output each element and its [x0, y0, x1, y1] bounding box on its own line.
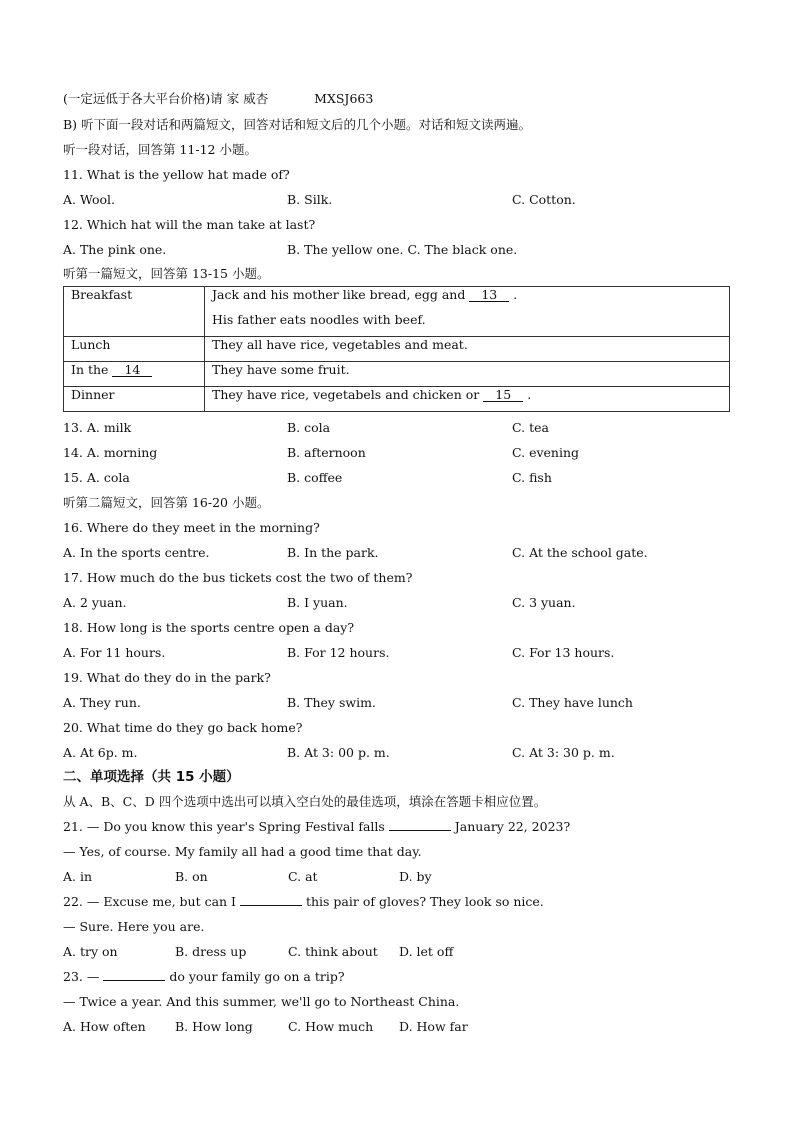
table-row-lunch: [64, 337, 730, 362]
q21-option-a: A. in: [63, 869, 93, 884]
q22-text-a: 22. — Excuse me, but can I: [63, 894, 236, 909]
dinner-end: .: [527, 387, 532, 402]
q23-option-b: B. How long: [175, 1019, 253, 1034]
breakfast-label: Breakfast: [64, 287, 205, 337]
dinner-label: Dinner: [64, 387, 205, 412]
q21-option-c: C. at: [288, 869, 318, 884]
blank-15: 15: [483, 388, 523, 402]
q11-option-b: B. Silk.: [287, 192, 333, 207]
q18-option-c: C. For 13 hours.: [512, 645, 615, 660]
q15-option-b: B. coffee: [287, 470, 343, 485]
question-19-stem: 19. What do they do in the park?: [63, 670, 271, 685]
q23-option-c: C. How much: [288, 1019, 374, 1034]
q11-option-c: C. Cotton.: [512, 192, 576, 207]
section2-instruction: 从 A、B、C、D 四个选项中选出可以填入空白处的最佳选项，填涂在答题卡相应位置。: [63, 794, 547, 809]
q16-option-c: C. At the school gate.: [512, 545, 648, 560]
dinner-cell: [205, 387, 730, 412]
q18-option-a: A. For 11 hours.: [63, 645, 166, 660]
meals-table: [63, 286, 730, 412]
breakfast-text1: Jack and his mother like bread, egg and: [212, 287, 466, 302]
question-16-stem: 16. Where do they meet in the morning?: [63, 520, 320, 535]
q14-option-a: 14. A. morning: [63, 445, 158, 460]
table-row-breakfast: [64, 287, 730, 337]
q13-option-a: 13. A. milk: [63, 420, 132, 435]
q13-option-b: B. cola: [287, 420, 331, 435]
q14-option-b: B. afternoon: [287, 445, 366, 460]
q12-option-a: A. The pink one.: [63, 242, 167, 257]
q15-option-c: C. fish: [512, 470, 552, 485]
q22-option-c: C. think about: [288, 944, 378, 959]
table-row-dinner: [64, 387, 730, 412]
header-note: (一定远低于各大平台价格)请 家 威杏: [63, 91, 269, 106]
q23-option-d: D. How far: [399, 1019, 468, 1034]
question-21-line1: [63, 819, 570, 835]
q19-option-b: B. They swim.: [287, 695, 376, 710]
lunch-label: Lunch: [64, 337, 205, 362]
q13-option-c: C. tea: [512, 420, 549, 435]
q22-option-a: A. try on: [63, 944, 118, 959]
q12-option-bc: B. The yellow one. C. The black one.: [287, 242, 518, 257]
question-23-line2: — Twice a year. And this summer, we'll go to Northeast China.: [63, 994, 460, 1009]
q21-text-a: 21. — Do you know this year's Spring Festival falls: [63, 819, 385, 834]
q23-text-b: do your family go on a trip?: [169, 969, 345, 984]
question-21-line2: — Yes, of course. My family all had a good time that day.: [63, 844, 422, 859]
question-18-stem: 18. How long is the sports centre open a day?: [63, 620, 355, 635]
dialogue-intro: 听一段对话，回答第 11-12 小题。: [63, 142, 257, 157]
q22-blank: [240, 905, 302, 906]
q22-option-d: D. let off: [399, 944, 454, 959]
q18-option-b: B. For 12 hours.: [287, 645, 390, 660]
q21-option-b: B. on: [175, 869, 208, 884]
q17-option-c: C. 3 yuan.: [512, 595, 576, 610]
question-17-stem: 17. How much do the bus tickets cost the two of them?: [63, 570, 413, 585]
passage2-intro: 听第二篇短文，回答第 16-20 小题。: [63, 495, 270, 510]
dinner-text: They have rice, vegetabels and chicken or: [212, 387, 480, 402]
question-11-stem: 11. What is the yellow hat made of?: [63, 167, 290, 182]
question-12-stem: 12. Which hat will the man take at last?: [63, 217, 316, 232]
breakfast-cell: [205, 287, 730, 337]
breakfast-end: .: [513, 287, 518, 302]
q21-blank: [389, 830, 451, 831]
q16-option-b: B. In the park.: [287, 545, 379, 560]
q23-blank: [103, 980, 165, 981]
section2-title: 二、单项选择（共 15 小题）: [63, 769, 240, 785]
header-line: [63, 91, 373, 107]
q21-text-b: January 22, 2023?: [454, 819, 571, 834]
q19-option-c: C. They have lunch: [512, 695, 633, 710]
in-the-label: In the: [71, 362, 109, 377]
q17-option-b: B. I yuan.: [287, 595, 348, 610]
q17-option-a: A. 2 yuan.: [63, 595, 127, 610]
lunch-text: They all have rice, vegetables and meat.: [205, 337, 730, 362]
q14-option-c: C. evening: [512, 445, 580, 460]
question-22-line2: — Sure. Here you are.: [63, 919, 205, 934]
q19-option-a: A. They run.: [63, 695, 141, 710]
q21-option-d: D. by: [399, 869, 432, 884]
q22-text-b: this pair of gloves? They look so nice.: [305, 894, 544, 909]
passage1-intro: 听第一篇短文，回答第 13-15 小题。: [63, 266, 270, 281]
section-b-instruction: B) 听下面一段对话和两篇短文，回答对话和短文后的几个小题。对话和短文读两遍。: [63, 117, 532, 132]
in-the-text: They have some fruit.: [205, 362, 730, 387]
q22-option-b: B. dress up: [175, 944, 247, 959]
q15-option-a: 15. A. cola: [63, 470, 130, 485]
q23-text-a: 23. —: [63, 969, 100, 984]
question-20-stem: 20. What time do they go back home?: [63, 720, 303, 735]
blank-14: 14: [112, 363, 152, 377]
table-row-in-the: [64, 362, 730, 387]
in-the-cell: [64, 362, 205, 387]
q20-option-c: C. At 3: 30 p. m.: [512, 745, 615, 760]
q20-option-b: B. At 3: 00 p. m.: [287, 745, 390, 760]
q16-option-a: A. In the sports centre.: [63, 545, 210, 560]
breakfast-text2: His father eats noodles with beef.: [212, 312, 426, 327]
blank-13: 13: [469, 288, 509, 302]
q20-option-a: A. At 6p. m.: [63, 745, 138, 760]
q11-option-a: A. Wool.: [63, 192, 115, 207]
question-23-line1: [63, 969, 345, 985]
header-code: MXSJ663: [314, 91, 374, 106]
q23-option-a: A. How often: [63, 1019, 146, 1034]
question-22-line1: [63, 894, 544, 910]
